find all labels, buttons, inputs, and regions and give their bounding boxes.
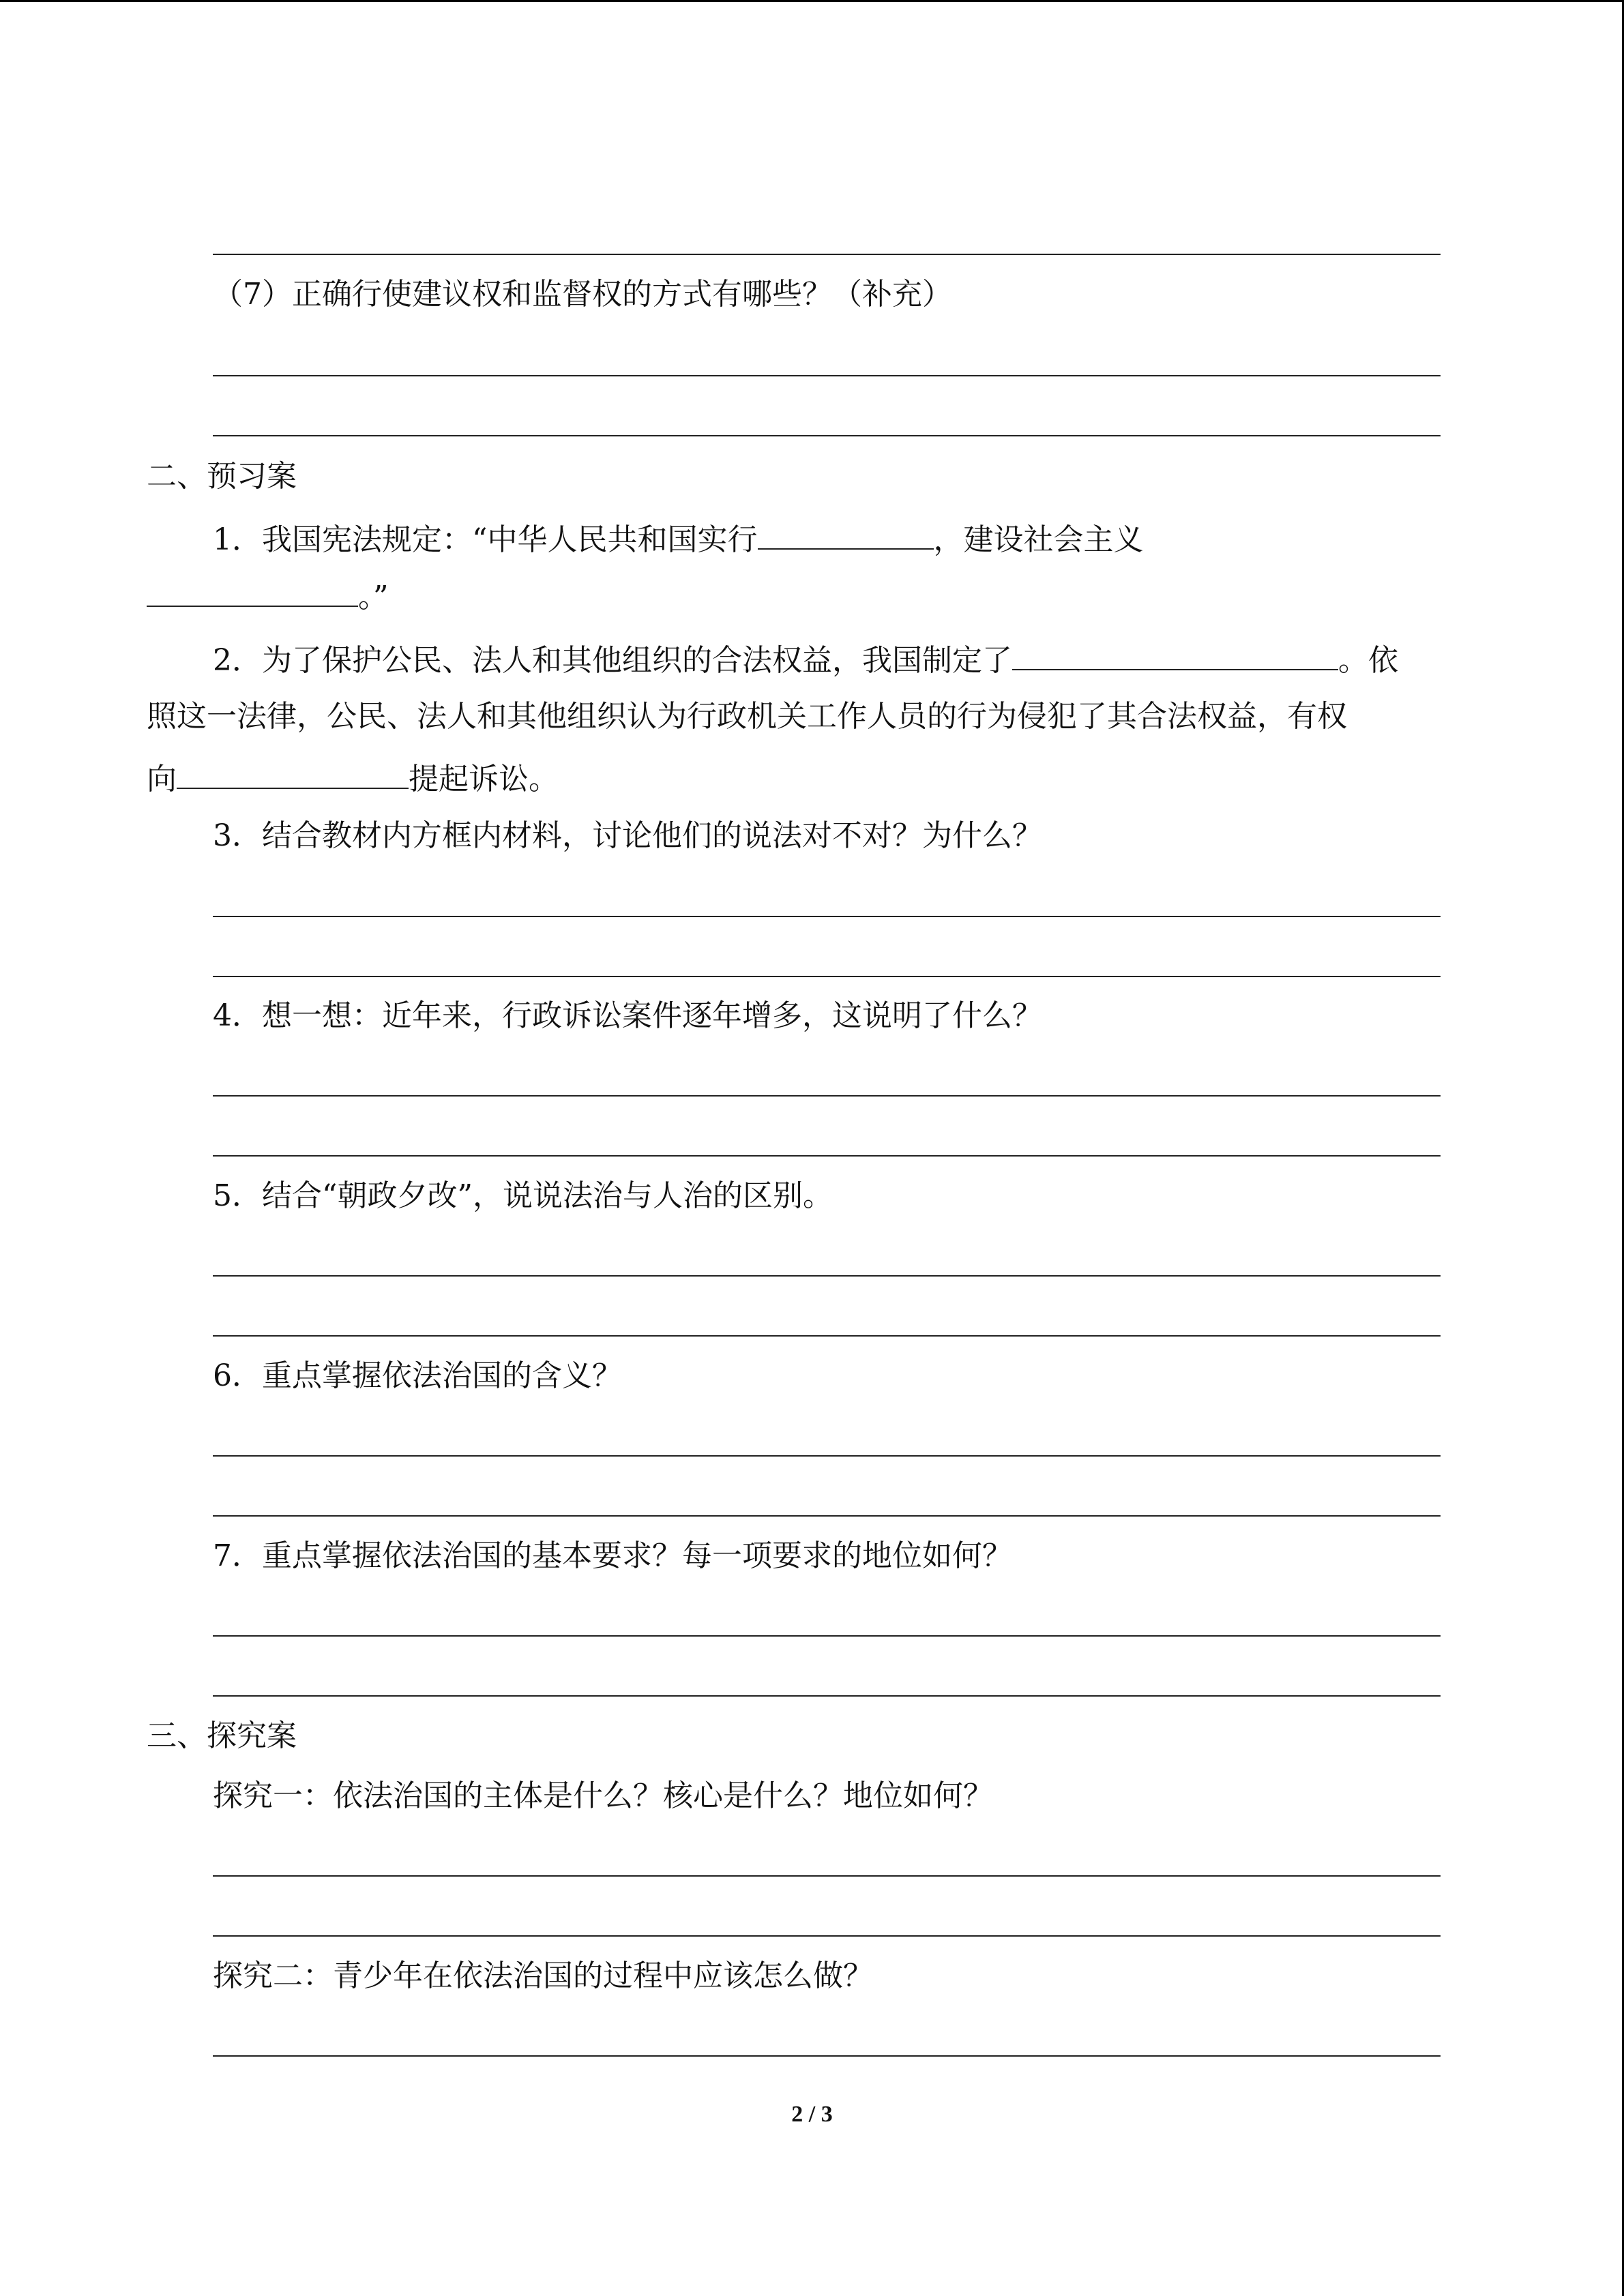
answer-line[interactable] [213, 254, 1441, 255]
fill-blank[interactable] [1012, 642, 1338, 670]
answer-line[interactable] [213, 1155, 1441, 1157]
answer-line[interactable] [213, 1335, 1441, 1337]
preview-item-2-text-e: 提起诉讼。 [409, 762, 559, 796]
section-3-title: 三、探究案 [147, 1718, 297, 1753]
preview-item-4: 4．想一想：近年来，行政诉讼案件逐年增多，这说明了什么？ [213, 998, 1042, 1033]
page-border-top [0, 0, 1624, 2]
question-7-supplement: （7）正确行使建议权和监督权的方式有哪些？（补充） [213, 277, 952, 312]
explore-item-1: 探究一：依法治国的主体是什么？核心是什么？地位如何？ [213, 1778, 993, 1813]
answer-line[interactable] [213, 1095, 1441, 1097]
answer-line[interactable] [213, 1635, 1441, 1637]
preview-item-2-line-2: 照这一法律，公民、法人和其他组织认为行政机关工作人员的行为侵犯了其合法权益，有权 [147, 699, 1347, 734]
explore-item-2: 探究二：青少年在依法治国的过程中应该怎么做？ [213, 1958, 873, 1993]
answer-line[interactable] [213, 435, 1441, 436]
answer-line[interactable] [213, 2055, 1441, 2057]
answer-line[interactable] [213, 1875, 1441, 1877]
preview-item-2-text-a: 2．为了保护公民、法人和其他组织的合法权益，我国制定了 [213, 643, 1012, 678]
preview-item-2-text-d: 向 [147, 762, 177, 796]
preview-item-6: 6．重点掌握依法治国的含义？ [213, 1358, 622, 1393]
preview-item-1-text-a: 1．我国宪法规定：“中华人民共和国实行 [213, 522, 758, 557]
answer-line[interactable] [213, 916, 1441, 917]
answer-line[interactable] [213, 1275, 1441, 1277]
preview-item-3: 3．结合教材内方框内材料，讨论他们的说法对不对？为什么？ [213, 818, 1042, 853]
preview-item-1-text-b: ，建设社会主义 [933, 522, 1144, 557]
page-number: 2 / 3 [791, 2102, 833, 2127]
answer-line[interactable] [213, 1455, 1441, 1457]
answer-line[interactable] [213, 1935, 1441, 1937]
preview-item-7: 7．重点掌握依法治国的基本要求？每一项要求的地位如何？ [213, 1538, 1012, 1573]
preview-item-1 [213, 521, 1144, 555]
preview-item-2 [213, 642, 1398, 676]
preview-item-2-line-3 [147, 760, 559, 794]
preview-item-5: 5．结合“朝政夕改”，说说法治与人治的区别。 [213, 1178, 833, 1213]
answer-line[interactable] [213, 1695, 1441, 1697]
answer-line[interactable] [213, 1515, 1441, 1517]
preview-item-2-text-b: 。依 [1338, 643, 1398, 678]
section-2-title: 二、预习案 [147, 459, 297, 494]
fill-blank[interactable] [758, 521, 934, 550]
fill-blank[interactable] [147, 578, 358, 607]
preview-item-1-cont [147, 578, 389, 612]
answer-line[interactable] [213, 375, 1441, 376]
fill-blank[interactable] [177, 760, 409, 789]
preview-item-1-text-c: 。” [358, 580, 389, 614]
answer-line[interactable] [213, 976, 1441, 977]
